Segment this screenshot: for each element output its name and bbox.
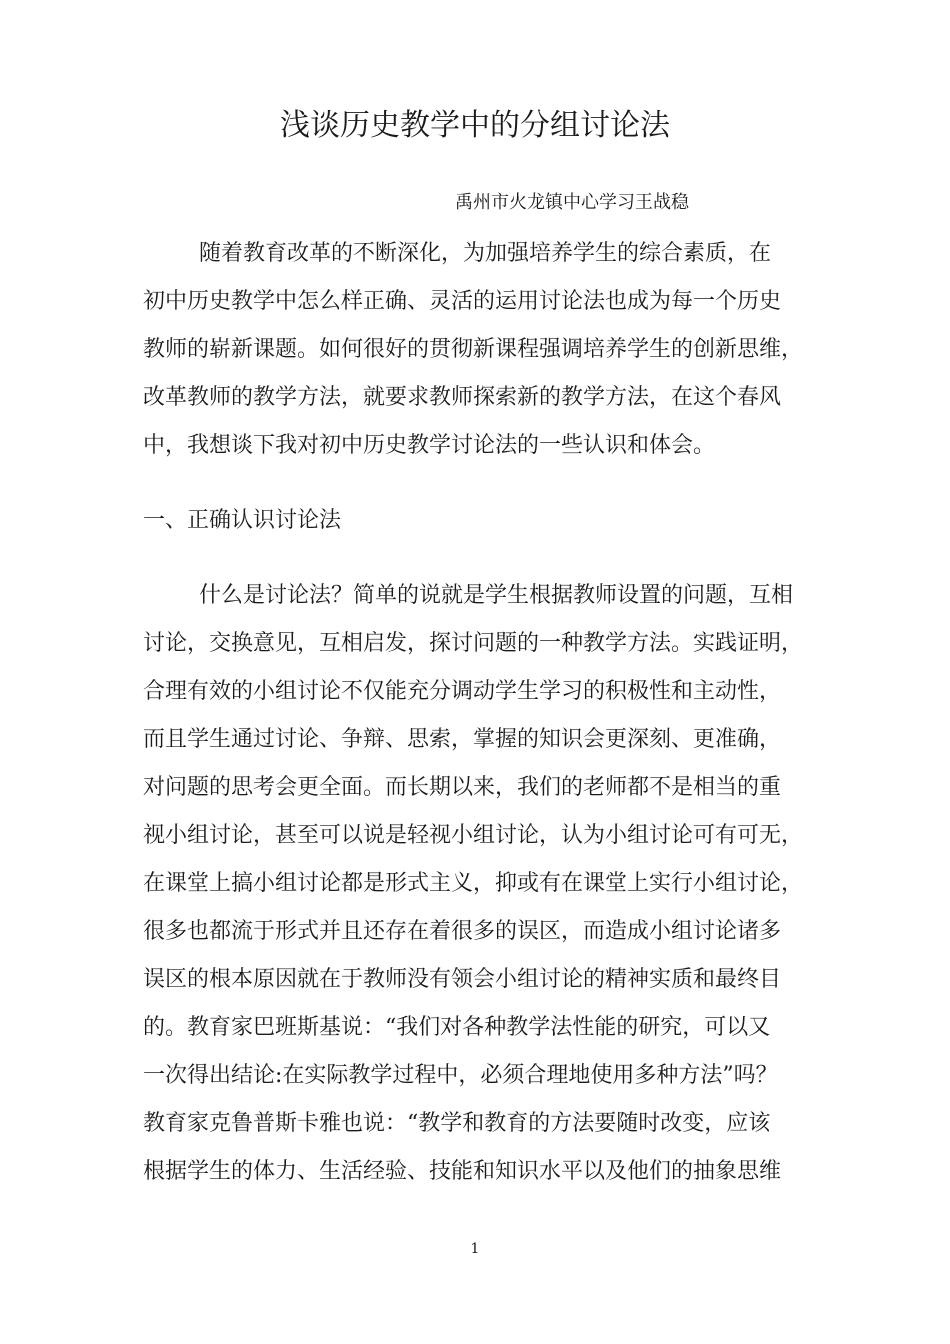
intro-paragraph-line: 中，我想谈下我对初中历史教学讨论法的一些认识和体会。: [143, 433, 716, 458]
section-paragraph-line: 什么是讨论法？简单的说就是学生根据教师设置的问题，互相: [199, 583, 794, 608]
page-number: 1: [470, 1241, 480, 1257]
section-paragraph-line: 的。教育家巴班斯基说：“我们对各种教学法性能的研究，可以又: [143, 1015, 771, 1040]
author-line: 禹州市火龙镇中心学习王战稳: [455, 192, 689, 213]
section-paragraph-line: 误区的根本原因就在于教师没有领会小组讨论的精神实质和最终目: [143, 967, 782, 992]
intro-paragraph-line: 初中历史教学中怎么样正确、灵活的运用讨论法也成为每一个历史: [143, 289, 782, 314]
section-paragraph-line: 教育家克鲁普斯卡雅也说：“教学和教育的方法要随时改变，应该: [143, 1111, 771, 1136]
intro-paragraph-line: 教师的崭新课题。如何很好的贯彻新课程强调培养学生的创新思维，: [143, 337, 804, 362]
section-paragraph-line: 合理有效的小组讨论不仅能充分调动学生学习的积极性和主动性，: [143, 679, 782, 704]
section-paragraph-line: 而且学生通过讨论、争辩、思索，掌握的知识会更深刻、更准确，: [143, 727, 782, 752]
section-paragraph-line: 一次得出结论:在实际教学过程中，必须合理地使用多种方法”吗？: [143, 1063, 778, 1088]
section-paragraph-line: 在课堂上搞小组讨论都是形式主义，抑或有在课堂上实行小组讨论，: [143, 871, 804, 896]
intro-paragraph-line: 随着教育改革的不断深化，为加强培养学生的综合素质，在: [199, 241, 772, 266]
section-heading: 一、正确认识讨论法: [143, 508, 342, 533]
page-title: 浅谈历史教学中的分组讨论法: [280, 108, 670, 143]
section-paragraph-line: 视小组讨论，甚至可以说是轻视小组讨论，认为小组讨论可有可无，: [143, 823, 804, 848]
section-paragraph-line: 很多也都流于形式并且还存在着很多的误区，而造成小组讨论诸多: [143, 919, 782, 944]
section-paragraph-line: 讨论，交换意见，互相启发，探讨问题的一种教学方法。实践证明，: [143, 631, 804, 656]
intro-paragraph-line: 改革教师的教学方法，就要求教师探索新的教学方法，在这个春风: [143, 385, 782, 410]
section-paragraph-line: 根据学生的体力、生活经验、技能和知识水平以及他们的抽象思维: [143, 1159, 782, 1184]
section-paragraph-line: 对问题的思考会更全面。而长期以来，我们的老师都不是相当的重: [143, 775, 782, 800]
